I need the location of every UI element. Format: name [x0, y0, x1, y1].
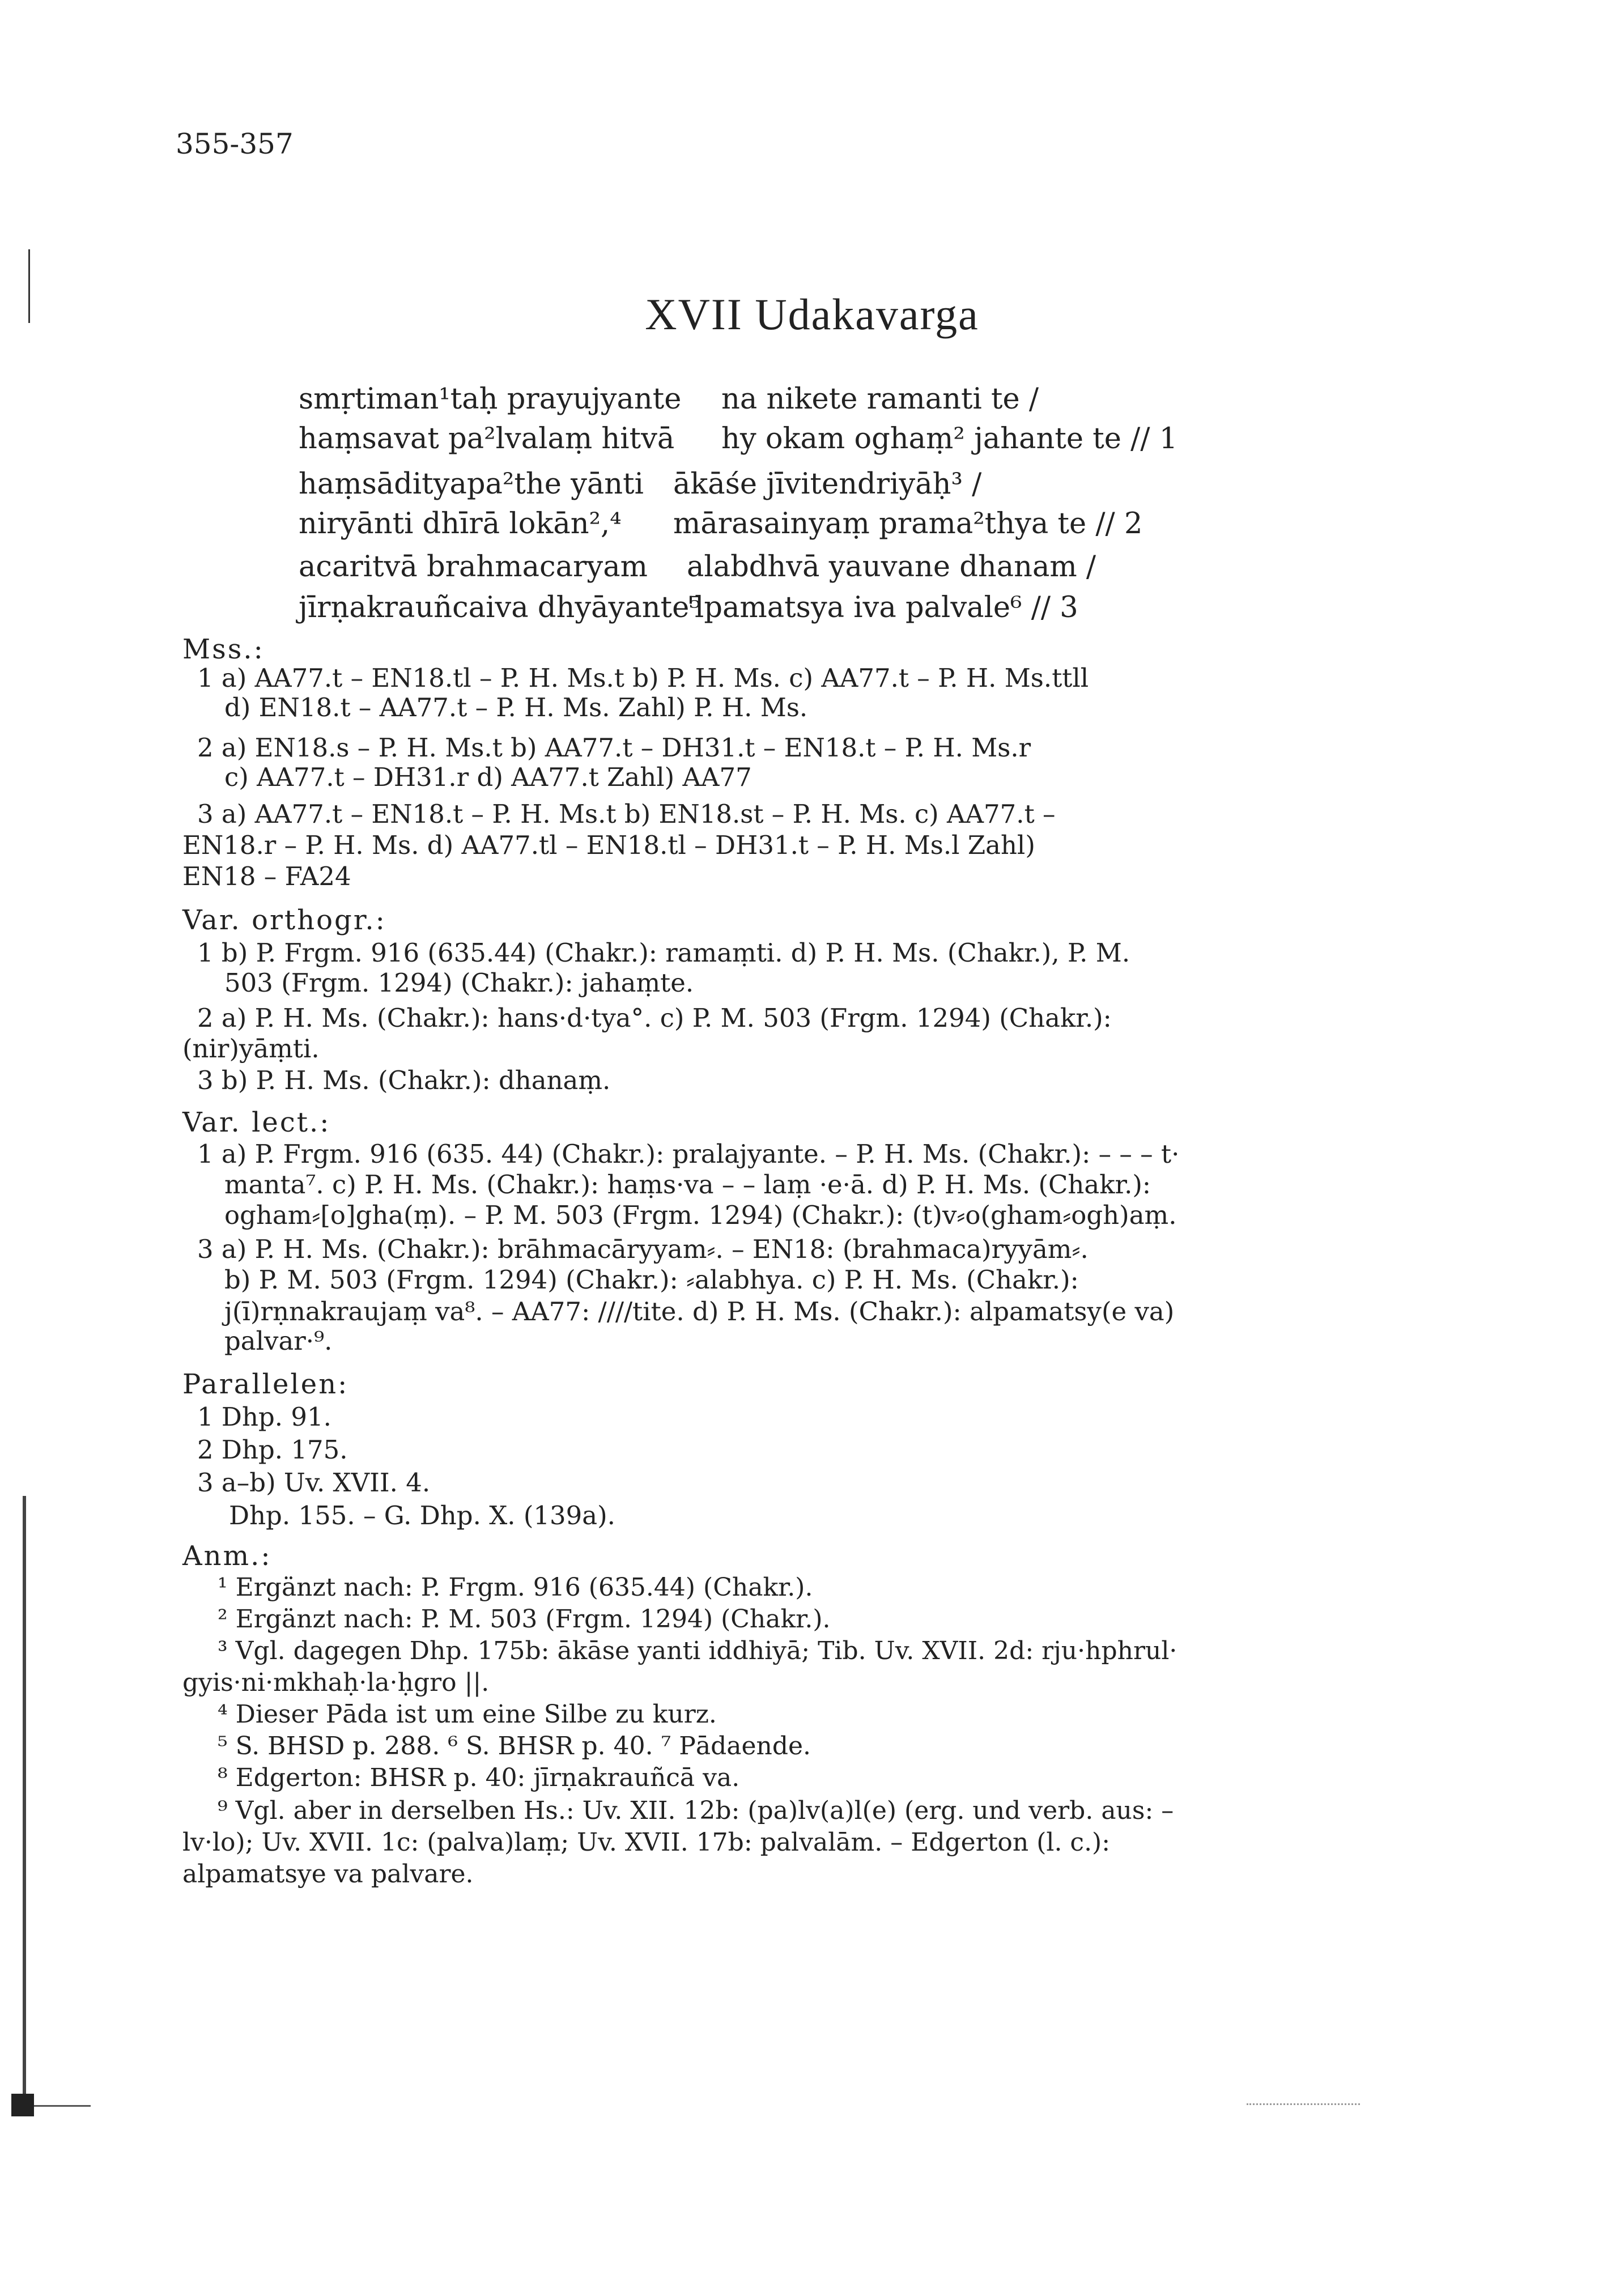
verse-line-left: haṃsavat pa²lvalaṃ hitvā	[299, 422, 675, 456]
section-heading-parallelen: Parallelen:	[182, 1368, 349, 1400]
var-lect-line: 3 a) P. H. Ms. (Chakr.): brāhmacāryyam⸗. – EN18: (brahmaca)ryyām⸗.	[197, 1234, 1089, 1264]
mss-line: EN18.r – P. H. Ms. d) AA77.tl – EN18.tl – DH31.t – P. H. Ms.l Zahl)	[182, 830, 1035, 860]
scan-edge-mark	[34, 2105, 91, 2107]
verse-line-right: hy okam oghaṃ² jahante te // 1	[721, 422, 1178, 456]
parallel-line: 1 Dhp. 91.	[197, 1402, 331, 1432]
verse-line-left: niryānti dhīrā lokān²,⁴	[299, 507, 622, 541]
footnote-line: ² Ergänzt nach: P. M. 503 (Frgm. 1294) (Chakr.).	[218, 1605, 831, 1634]
mss-line: 2 a) EN18.s – P. H. Ms.t b) AA77.t – DH31.t – EN18.t – P. H. Ms.r	[197, 733, 1031, 763]
var-orthogr-line: 3 b) P. H. Ms. (Chakr.): dhanaṃ.	[197, 1065, 611, 1095]
var-lect-line: ogham⸗[o]gha(ṃ). – P. M. 503 (Frgm. 1294) (Chakr.): (t)v⸗o(gham⸗ogh)aṃ.	[224, 1200, 1177, 1230]
var-lect-line: manta⁷. c) P. H. Ms. (Chakr.): haṃs·va – – laṃ ·e·ā. d) P. H. Ms. (Chakr.):	[224, 1170, 1151, 1200]
page-number: 355-357	[176, 127, 294, 160]
verse-line-right: 'lpamatsya iva palvale⁶ // 3	[687, 591, 1078, 624]
parallel-line: Dhp. 155. – G. Dhp. X. (139a).	[229, 1500, 615, 1530]
section-heading-var-lect: Var. lect.:	[182, 1107, 331, 1138]
section-heading-mss: Mss.:	[182, 633, 265, 665]
var-orthogr-line: 2 a) P. H. Ms. (Chakr.): hans·d·tya°. c) P. M. 503 (Frgm. 1294) (Chakr.):	[197, 1003, 1112, 1033]
footnote-line: ⁸ Edgerton: BHSR p. 40: jīrṇakrauñcā va.	[218, 1763, 740, 1792]
var-lect-line: 1 a) P. Frgm. 916 (635. 44) (Chakr.): pralajyante. – P. H. Ms. (Chakr.): – – – t·	[197, 1139, 1180, 1169]
var-lect-line: b) P. M. 503 (Frgm. 1294) (Chakr.): ⸗alabhya. c) P. H. Ms. (Chakr.):	[224, 1265, 1079, 1295]
footnote-line: ⁹ Vgl. aber in derselben Hs.: Uv. XII. 12b: (pa)lv(a)l(e) (erg. und verb. aus: –	[218, 1796, 1174, 1825]
section-heading-var-orthogr: Var. orthogr.:	[182, 904, 386, 936]
footnote-line: ¹ Ergänzt nach: P. Frgm. 916 (635.44) (Chakr.).	[218, 1573, 813, 1602]
mss-line: c) AA77.t – DH31.r d) AA77.t Zahl) AA77	[224, 762, 752, 792]
var-lect-line: palvar·⁹.	[224, 1326, 333, 1356]
verse-line-left: smṛtiman¹taḥ prayujyante	[299, 382, 682, 416]
mss-line: d) EN18.t – AA77.t – P. H. Ms. Zahl) P. H. Ms.	[224, 692, 808, 722]
verse-line-right: alabdhvā yauvane dhanam /	[687, 550, 1096, 584]
footnote-line: gyis·ni·mkhaḥ·la·ḥgro ||.	[182, 1668, 490, 1697]
parallel-line: 2 Dhp. 175.	[197, 1435, 348, 1465]
verse-line-right: ākāśe jīvitendriyāḥ³ /	[673, 467, 982, 501]
scan-edge-mark	[1247, 2103, 1360, 2107]
footnote-line: alpamatsye va palvare.	[182, 1860, 474, 1889]
verse-line-right: na nikete ramanti te /	[721, 382, 1039, 416]
verse-line-left: jīrṇakrauñcaiva dhyāyante⁵	[299, 591, 701, 624]
var-orthogr-line: (nir)yāṃti.	[182, 1034, 320, 1064]
footnote-line: lv·lo); Uv. XVII. 1c: (palva)laṃ; Uv. XVII. 17b: palvalām. – Edgerton (l. c.):	[182, 1828, 1111, 1857]
verse-line-right: mārasainyaṃ prama²thya te // 2	[673, 507, 1143, 541]
var-orthogr-line: 1 b) P. Frgm. 916 (635.44) (Chakr.): ramaṃti. d) P. H. Ms. (Chakr.), P. M.	[197, 938, 1130, 968]
verse-line-left: acaritvā brahmacaryam	[299, 550, 648, 584]
footnote-line: ⁵ S. BHSD p. 288. ⁶ S. BHSR p. 40. ⁷ Pādaende.	[218, 1732, 811, 1761]
scan-edge-mark	[28, 249, 30, 323]
mss-line: 3 a) AA77.t – EN18.t – P. H. Ms.t b) EN18.st – P. H. Ms. c) AA77.t –	[197, 799, 1056, 829]
mss-line: 1 a) AA77.t – EN18.tl – P. H. Ms.t b) P. H. Ms. c) AA77.t – P. H. Ms.ttll	[197, 663, 1089, 693]
scan-edge-mark	[23, 1496, 26, 2108]
chapter-title: XVII Udakavarga	[645, 290, 979, 339]
footnote-line: ⁴ Dieser Pāda ist um eine Silbe zu kurz.	[218, 1700, 717, 1729]
scan-edge-mark	[11, 2094, 34, 2116]
var-lect-line: j(ī)rṇnakraujaṃ va⁸. – AA77: ////tite. d) P. H. Ms. (Chakr.): alpamatsy(e va)	[224, 1296, 1175, 1326]
var-orthogr-line: 503 (Frgm. 1294) (Chakr.): jahaṃte.	[224, 968, 694, 998]
mss-line: EN18 – FA24	[182, 861, 351, 891]
parallel-line: 3 a–b) Uv. XVII. 4.	[197, 1468, 431, 1498]
footnote-line: ³ Vgl. dagegen Dhp. 175b: ākāse yanti iddhiyā; Tib. Uv. XVII. 2d: rju·hphrul·	[218, 1636, 1177, 1665]
verse-line-left: haṃsādityapa²the yānti	[299, 467, 644, 501]
section-heading-anm: Anm.:	[182, 1540, 272, 1572]
